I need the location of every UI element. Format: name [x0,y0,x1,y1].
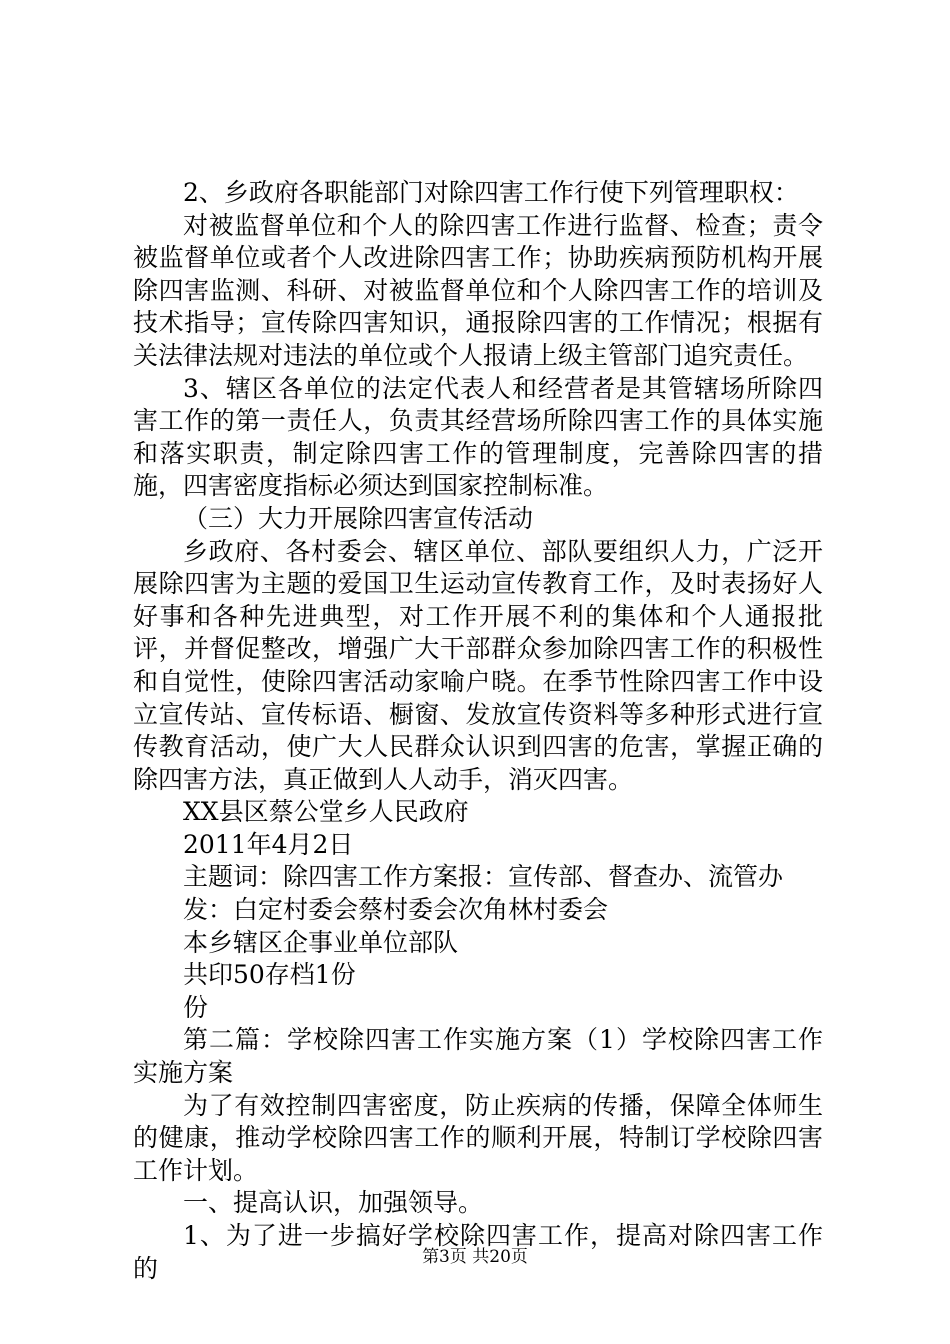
document-body [133,177,823,1285]
paragraph-clause-2: 2、乡政府各职能部门对除四害工作行使下列管理职权： [183,178,799,207]
section-heading-3: （三）大力开展除四害宣传活动 [183,503,534,533]
page-footer: 第3页 共20页 [422,1247,528,1267]
section-heading-1: 一、提高认识，加强领导。 [183,1188,484,1218]
subject-line: 主题词：除四害工作方案报：宣传部、督查办、流管办 [183,862,784,892]
paragraph-clause-3: 3、辖区各单位的法定代表人和经营者是其管辖场所除四害工作的第一责任人，负责其经营场所除四害工作的具体实施和落实职责，制定除四害工作的管理制度，完善除四害的措施，四害密度指标必须达到国家控制标准。 [133,373,823,501]
print-count-suffix: 份 [183,992,209,1022]
paragraph-propaganda: 乡政府、各村委会、辖区单位、部队要组织人力，广泛开展除四害为主题的爱国卫生运动宣传教育工作，及时表扬好人好事和各种先进典型，对工作开展不利的集体和个人通报批评，并督促整改，增强广大干部群众参加除四害工作的积极性和自觉性，使除四害活动家喻户晓。在季节性除四害工作中设立宣传站、宣传标语、橱窗、发放宣传资料等多种形式进行宣传教育活动，使广大人民群众认识到四害的危害，掌握正确的除四害方法，真正做到人人动手，消灭四害。 [133,536,823,794]
print-count-line: 共印50存档1份 [183,960,356,990]
paragraph-clause-2-detail: 对被监督单位和个人的除四害工作进行监督、检查；责令被监督单位或者个人改进除四害工作；协助疾病预防机构开展除四害监测、科研、对被监督单位和个人除四害工作的培训及技术指导；宣传除四害知识，通报除四害的工作情况；根据有关法律法规对违法的单位或个人报请上级主管部门追究责任。 [133,210,823,370]
distribution-line-2: 本乡辖区企事业单位部队 [183,927,459,957]
paragraph-item-1: 1、为了进一步搞好学校除四害工作，提高对除四害工作的 [133,1221,823,1283]
distribution-line: 发：白定村委会蔡村委会次角林村委会 [183,895,609,925]
issuer-line: XX县区蔡公堂乡人民政府 [183,797,469,827]
date-line: 2011年4月2日 [183,829,354,859]
paragraph-intro: 为了有效控制四害密度，防止疾病的传播，保障全体师生的健康，推动学校除四害工作的顺利开展，特制订学校除四害工作计划。 [133,1090,823,1185]
chapter-two-title: 第二篇：学校除四害工作实施方案（1）学校除四害工作实施方案 [133,1025,823,1088]
